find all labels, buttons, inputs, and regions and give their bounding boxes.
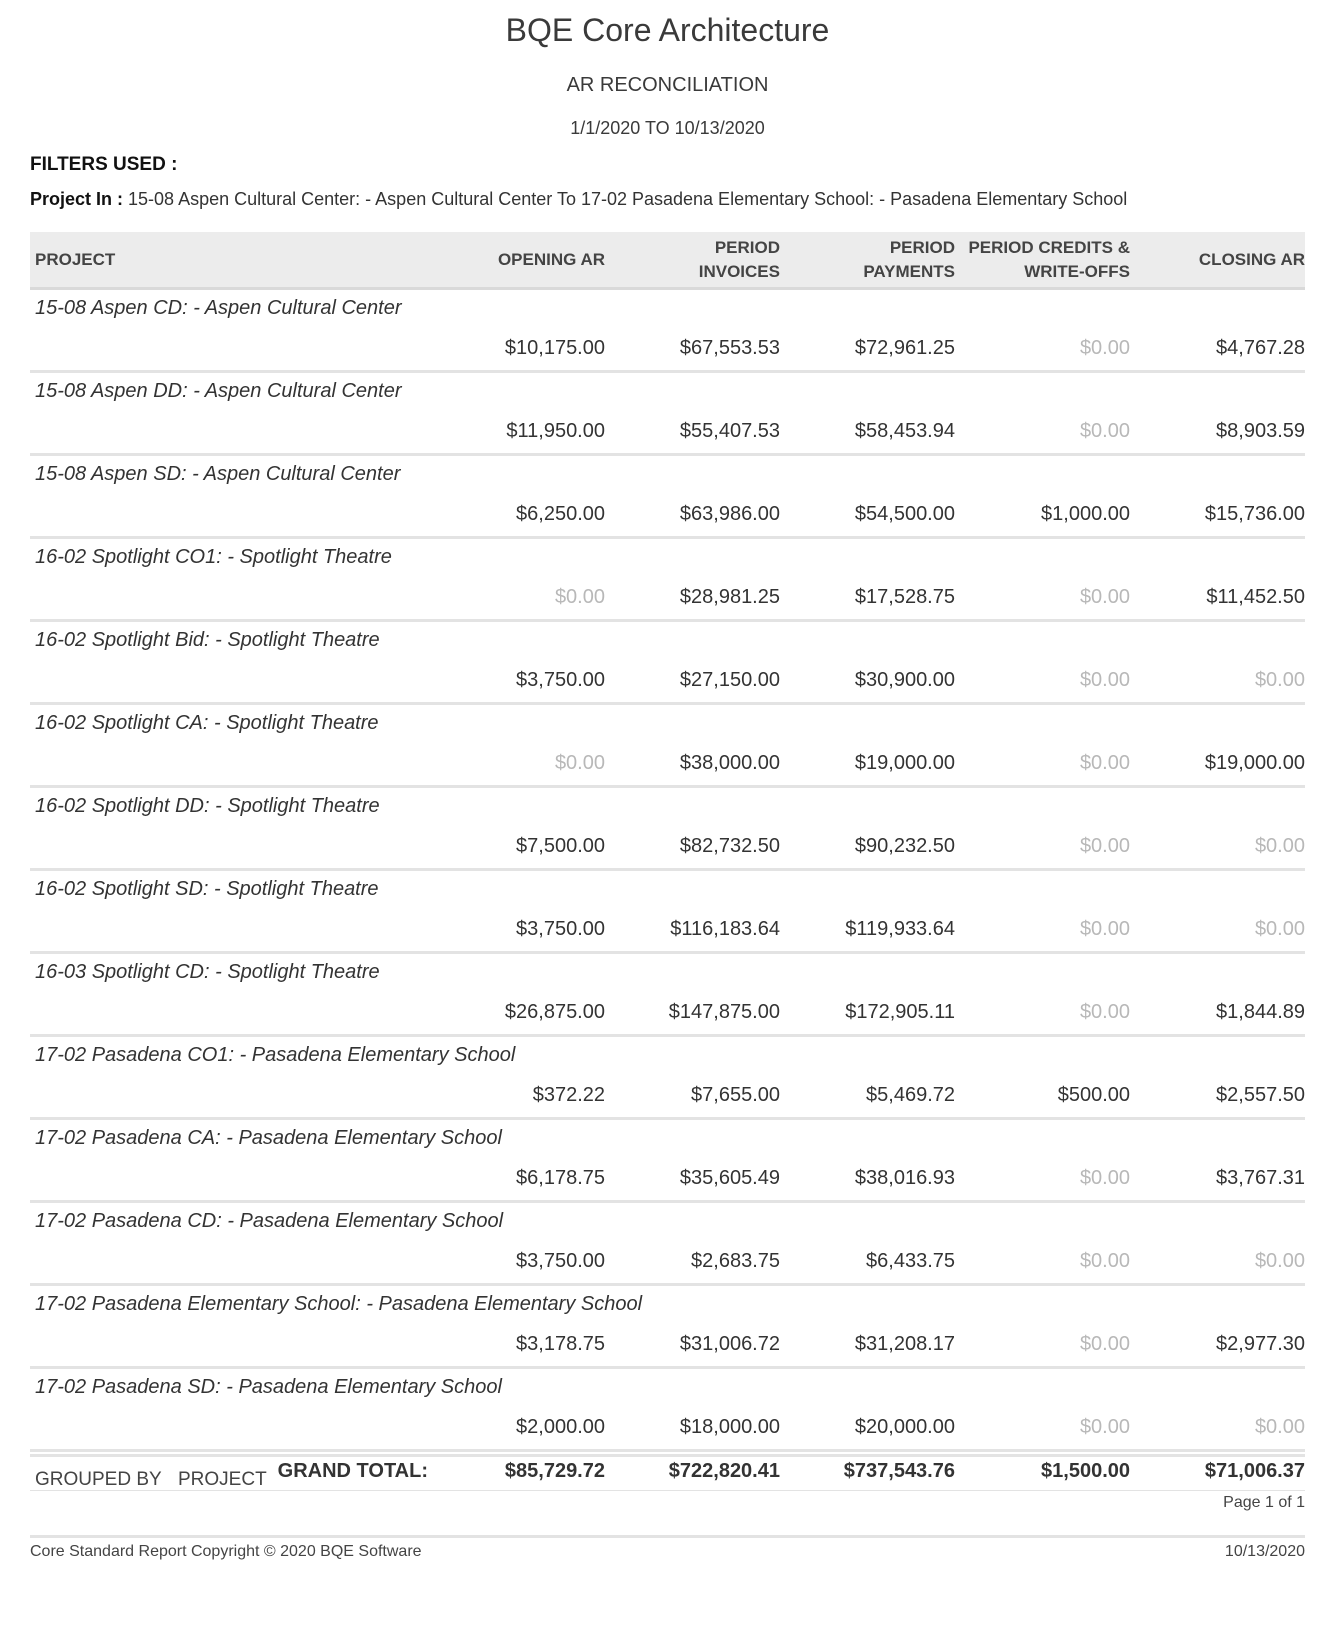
row-period-invoices: $116,183.64	[670, 918, 780, 940]
row-project-name: 17-02 Pasadena CO1: - Pasadena Elementary School	[35, 1044, 516, 1066]
row-values	[30, 658, 1305, 702]
row-period-payments: $20,000.00	[854, 1416, 955, 1438]
col-period-credits	[955, 232, 1130, 287]
col-period-invoices	[610, 232, 780, 287]
row-values	[30, 990, 1305, 1034]
row-period-invoices: $55,407.53	[679, 420, 780, 442]
col-period-invoices-label-2: INVOICES	[698, 261, 780, 281]
grouped-by-label: GROUPED BY	[35, 1469, 162, 1490]
row-project-name: 17-02 Pasadena CD: - Pasadena Elementary School	[35, 1210, 504, 1232]
row-opening-ar: $7,500.00	[516, 835, 605, 857]
row-opening-ar: $0.00	[554, 586, 605, 608]
row-closing-ar: $2,557.50	[1216, 1084, 1305, 1106]
row-period-credits: $0.00	[1079, 420, 1130, 442]
row-closing-ar: $0.00	[1254, 918, 1305, 940]
row-opening-ar: $10,175.00	[504, 337, 605, 359]
col-opening-ar-label: OPENING AR	[497, 249, 605, 269]
row-period-payments: $17,528.75	[854, 586, 955, 608]
table-body	[30, 290, 1305, 1452]
col-period-payments-label-2: PAYMENTS	[863, 261, 955, 281]
col-period-payments-label-1: PERIOD	[889, 237, 955, 257]
table-row	[30, 622, 1305, 705]
row-period-payments: $6,433.75	[866, 1250, 955, 1272]
table-row	[30, 1369, 1305, 1452]
row-project-name: 15-08 Aspen DD: - Aspen Cultural Center	[35, 380, 402, 402]
row-opening-ar: $6,250.00	[516, 503, 605, 525]
row-project-name: 17-02 Pasadena Elementary School: - Pasadena Elementary School	[35, 1293, 643, 1315]
row-opening-ar: $0.00	[554, 752, 605, 774]
row-period-credits: $0.00	[1079, 586, 1130, 608]
report-date-range: 1/1/2020 TO 10/13/2020	[570, 118, 765, 138]
row-period-invoices: $147,875.00	[668, 1001, 780, 1023]
row-period-invoices: $63,986.00	[679, 503, 780, 525]
row-period-invoices: $35,605.49	[679, 1167, 780, 1189]
row-project-name: 17-02 Pasadena CA: - Pasadena Elementary School	[35, 1127, 502, 1149]
row-period-payments: $38,016.93	[854, 1167, 955, 1189]
filter-value: 15-08 Aspen Cultural Center: - Aspen Cultural Center To 17-02 Pasadena Elementary School: - Pasadena Elementary School	[128, 189, 1128, 209]
table-row	[30, 290, 1305, 373]
row-closing-ar: $11,452.50	[1206, 586, 1305, 608]
row-opening-ar: $11,950.00	[506, 420, 605, 442]
row-project-name: 16-02 Spotlight SD: - Spotlight Theatre	[35, 878, 379, 900]
filter-name: Project In :	[30, 189, 124, 209]
row-values	[30, 741, 1305, 785]
row-period-invoices: $82,732.50	[679, 835, 780, 857]
grand-total-invoices: $722,820.41	[668, 1460, 780, 1482]
row-period-payments: $72,961.25	[854, 337, 955, 359]
filters-used-heading: FILTERS USED :	[30, 154, 178, 175]
row-closing-ar: $8,903.59	[1216, 420, 1305, 442]
row-opening-ar: $3,750.00	[516, 669, 605, 691]
row-closing-ar: $19,000.00	[1204, 752, 1305, 774]
row-values	[30, 907, 1305, 951]
row-period-payments: $90,232.50	[854, 835, 955, 857]
row-closing-ar: $0.00	[1254, 1250, 1305, 1272]
row-values	[30, 409, 1305, 453]
row-period-credits: $0.00	[1079, 669, 1130, 691]
table-row	[30, 871, 1305, 954]
report-page	[30, 0, 1305, 1491]
filter-line	[30, 186, 1305, 212]
table-row	[30, 954, 1305, 1037]
row-period-credits: $0.00	[1079, 918, 1130, 940]
row-project-name: 16-03 Spotlight CD: - Spotlight Theatre	[35, 961, 380, 983]
row-period-invoices: $38,000.00	[679, 752, 780, 774]
col-project	[30, 232, 115, 287]
row-period-invoices: $18,000.00	[679, 1416, 780, 1438]
ar-reconciliation-table	[30, 232, 1305, 1491]
row-period-invoices: $67,553.53	[679, 337, 780, 359]
row-period-payments: $5,469.72	[866, 1084, 955, 1106]
col-project-label: PROJECT	[35, 249, 116, 269]
row-period-credits: $0.00	[1079, 337, 1130, 359]
row-values	[30, 1322, 1305, 1366]
col-period-credits-label-2: WRITE-OFFS	[1024, 261, 1130, 281]
row-period-payments: $19,000.00	[854, 752, 955, 774]
row-opening-ar: $26,875.00	[504, 1001, 605, 1023]
row-project-name: 16-02 Spotlight CA: - Spotlight Theatre	[35, 712, 379, 734]
table-row	[30, 456, 1305, 539]
table-row	[30, 373, 1305, 456]
grand-total-payments: $737,543.76	[843, 1460, 955, 1482]
row-project-name: 16-02 Spotlight CO1: - Spotlight Theatre	[35, 546, 392, 568]
row-closing-ar: $3,767.31	[1216, 1167, 1305, 1189]
col-period-payments	[785, 232, 955, 287]
row-period-payments: $172,905.11	[845, 1001, 955, 1023]
grand-total-credits: $1,500.00	[1041, 1460, 1130, 1482]
row-opening-ar: $3,178.75	[516, 1333, 605, 1355]
col-period-credits-label-1: PERIOD CREDITS &	[968, 237, 1130, 257]
company-name: BQE Core Architecture	[505, 12, 830, 48]
row-values	[30, 1073, 1305, 1117]
row-period-payments: $58,453.94	[854, 420, 955, 442]
row-period-credits: $0.00	[1079, 1416, 1130, 1438]
row-period-payments: $119,933.64	[845, 918, 955, 940]
row-opening-ar: $3,750.00	[516, 1250, 605, 1272]
row-period-credits: $1,000.00	[1041, 503, 1130, 525]
row-values	[30, 575, 1305, 619]
grouped-by-value: PROJECT	[178, 1469, 267, 1490]
table-row	[30, 1203, 1305, 1286]
row-period-invoices: $28,981.25	[679, 586, 780, 608]
row-closing-ar: $15,736.00	[1204, 503, 1305, 525]
table-row	[30, 1120, 1305, 1203]
row-closing-ar: $1,844.89	[1216, 1001, 1305, 1023]
row-values	[30, 1405, 1305, 1449]
row-period-credits: $0.00	[1079, 835, 1130, 857]
row-opening-ar: $2,000.00	[516, 1416, 605, 1438]
row-period-credits: $0.00	[1079, 1001, 1130, 1023]
row-closing-ar: $0.00	[1254, 835, 1305, 857]
row-period-credits: $500.00	[1057, 1084, 1130, 1106]
page-number: Page 1 of 1	[1223, 1494, 1305, 1511]
row-period-invoices: $7,655.00	[691, 1084, 780, 1106]
row-values	[30, 1156, 1305, 1200]
row-opening-ar: $3,750.00	[516, 918, 605, 940]
table-row	[30, 705, 1305, 788]
row-closing-ar: $0.00	[1254, 1416, 1305, 1438]
row-values	[30, 824, 1305, 868]
col-opening-ar	[435, 232, 605, 287]
col-period-invoices-label-1: PERIOD	[714, 237, 780, 257]
col-closing-ar-label: CLOSING AR	[1198, 249, 1305, 269]
row-opening-ar: $6,178.75	[516, 1167, 605, 1189]
grand-total-label: GRAND TOTAL:	[277, 1460, 428, 1482]
table-header	[30, 232, 1305, 290]
row-closing-ar: $4,767.28	[1216, 337, 1305, 359]
row-project-name: 15-08 Aspen CD: - Aspen Cultural Center	[35, 297, 402, 319]
table-row	[30, 788, 1305, 871]
table-row	[30, 539, 1305, 622]
table-row	[30, 1037, 1305, 1120]
row-project-name: 15-08 Aspen SD: - Aspen Cultural Center	[35, 463, 401, 485]
row-period-invoices: $27,150.00	[679, 669, 780, 691]
row-period-credits: $0.00	[1079, 1250, 1130, 1272]
row-period-credits: $0.00	[1079, 752, 1130, 774]
table-row	[30, 1286, 1305, 1369]
row-period-credits: $0.00	[1079, 1333, 1130, 1355]
row-period-invoices: $2,683.75	[691, 1250, 780, 1272]
row-values	[30, 326, 1305, 370]
row-closing-ar: $0.00	[1254, 669, 1305, 691]
row-period-invoices: $31,006.72	[679, 1333, 780, 1355]
row-project-name: 16-02 Spotlight Bid: - Spotlight Theatre	[35, 629, 380, 651]
grand-total-closing: $71,006.37	[1204, 1460, 1305, 1482]
row-project-name: 16-02 Spotlight DD: - Spotlight Theatre	[35, 795, 380, 817]
grand-total-opening: $85,729.72	[504, 1460, 605, 1482]
footer-date: 10/13/2020	[1224, 1543, 1305, 1560]
row-project-name: 17-02 Pasadena SD: - Pasadena Elementary School	[35, 1376, 502, 1398]
row-period-credits: $0.00	[1079, 1167, 1130, 1189]
row-closing-ar: $2,977.30	[1216, 1333, 1305, 1355]
report-footer	[30, 1535, 1305, 1560]
copyright-text: Core Standard Report Copyright © 2020 BQE Software	[30, 1543, 422, 1560]
col-closing-ar	[1135, 232, 1305, 287]
row-values	[30, 1239, 1305, 1283]
row-values	[30, 492, 1305, 536]
row-period-payments: $31,208.17	[854, 1333, 955, 1355]
row-opening-ar: $372.22	[532, 1084, 605, 1106]
row-period-payments: $54,500.00	[854, 503, 955, 525]
row-period-payments: $30,900.00	[854, 669, 955, 691]
report-title: AR RECONCILIATION	[566, 74, 769, 96]
